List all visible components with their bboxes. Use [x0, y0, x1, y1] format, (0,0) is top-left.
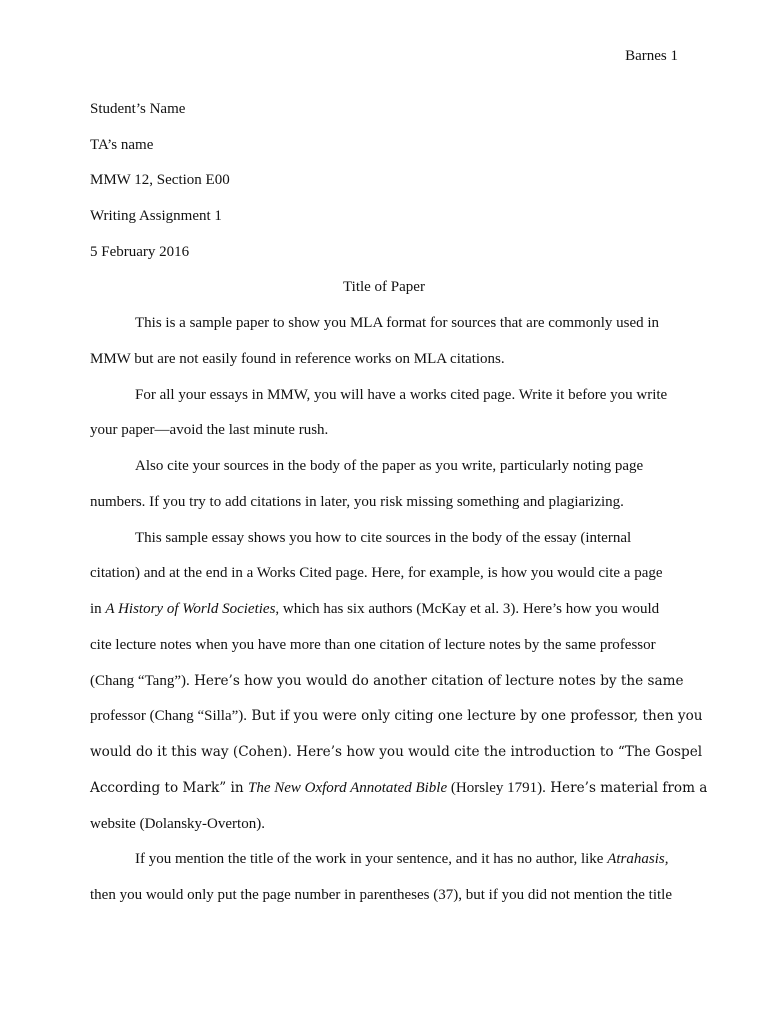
paragraph-4-line-1: This sample essay shows you how to cite sources in the body of the essay (internal [135, 529, 632, 546]
assignment-name: Writing Assignment 1 [90, 208, 222, 225]
paragraph-1-line-2: MMW but are not easily found in reference works on MLA citations. [90, 350, 505, 367]
paragraph-5-line-1 [90, 842, 678, 878]
book-title-italic: A History of World Societies [105, 601, 276, 617]
course-section: MMW 12, Section E00 [90, 172, 230, 189]
paragraph-2-line-1: For all your essays in MMW, you will have a works cited page. Write it before you write [135, 386, 668, 403]
paragraph-4-line-3 [90, 592, 678, 628]
work-title-italic: Atrahasis, [607, 851, 669, 868]
body-text [90, 306, 708, 914]
paragraph-3-line-2: numbers. If you try to add citations in later, you risk missing something and plagiarizing. [90, 493, 624, 510]
text-run: , which has six authors (McKay et al. 3). [275, 601, 520, 617]
text-run: Here’s how you would do another citation of lecture notes by the same [189, 672, 684, 689]
text-run: But if you were only citing one lecture by one professor, then you [247, 708, 703, 725]
date-line: 5 February 2016 [90, 243, 190, 260]
ta-name: TA’s name [90, 136, 154, 153]
text-run: (Chang “Tang”). [90, 672, 190, 689]
paragraph-2-line-2: your paper—avoid the last minute rush. [90, 422, 329, 439]
student-name: Student’s Name [90, 101, 186, 117]
paragraph-4-line-8 [90, 771, 708, 807]
text-run: Here’s how you would [519, 601, 660, 617]
paragraph-4-line-2: citation) and at the end in a Works Cited page. Here, for example, is how you would cite a page [90, 565, 663, 582]
paragraph-4-line-4: cite lecture notes when you have more than one citation of lecture notes by the same professor [90, 636, 656, 653]
paragraph-4-line-7: would do it this way (Cohen). Here’s how you would cite the introduction to “The Gospel [90, 744, 703, 760]
text-run: (Horsley 1791). [447, 779, 546, 796]
text-run: If you mention the title of the work in your sentence, and it has no author, like [135, 851, 608, 868]
mla-heading [90, 92, 678, 306]
paragraph-3-line-1: Also cite your sources in the body of the paper as you write, particularly noting page [135, 458, 644, 474]
paragraph-4-line-6 [90, 699, 703, 735]
paragraph-5-line-2: then you would only put the page number in parentheses (37), but if you did not mention the title [90, 887, 672, 903]
paragraph-4-line-5 [90, 664, 684, 700]
book-title-italic: The New Oxford Annotated Bible [247, 779, 448, 796]
text-run: in [90, 601, 106, 617]
paper-title: Title of Paper [343, 279, 425, 296]
paragraph-1-line-1: This is a sample paper to show you MLA format for sources that are commonly used in [135, 315, 660, 331]
running-head: Barnes 1 [625, 48, 678, 64]
text-run: Here’s material from a [545, 779, 708, 796]
text-run: professor (Chang “Silla”). [90, 708, 248, 725]
paragraph-4-line-9: website (Dolansky-Overton). [90, 815, 265, 832]
text-run: According to Mark” in [90, 779, 248, 796]
